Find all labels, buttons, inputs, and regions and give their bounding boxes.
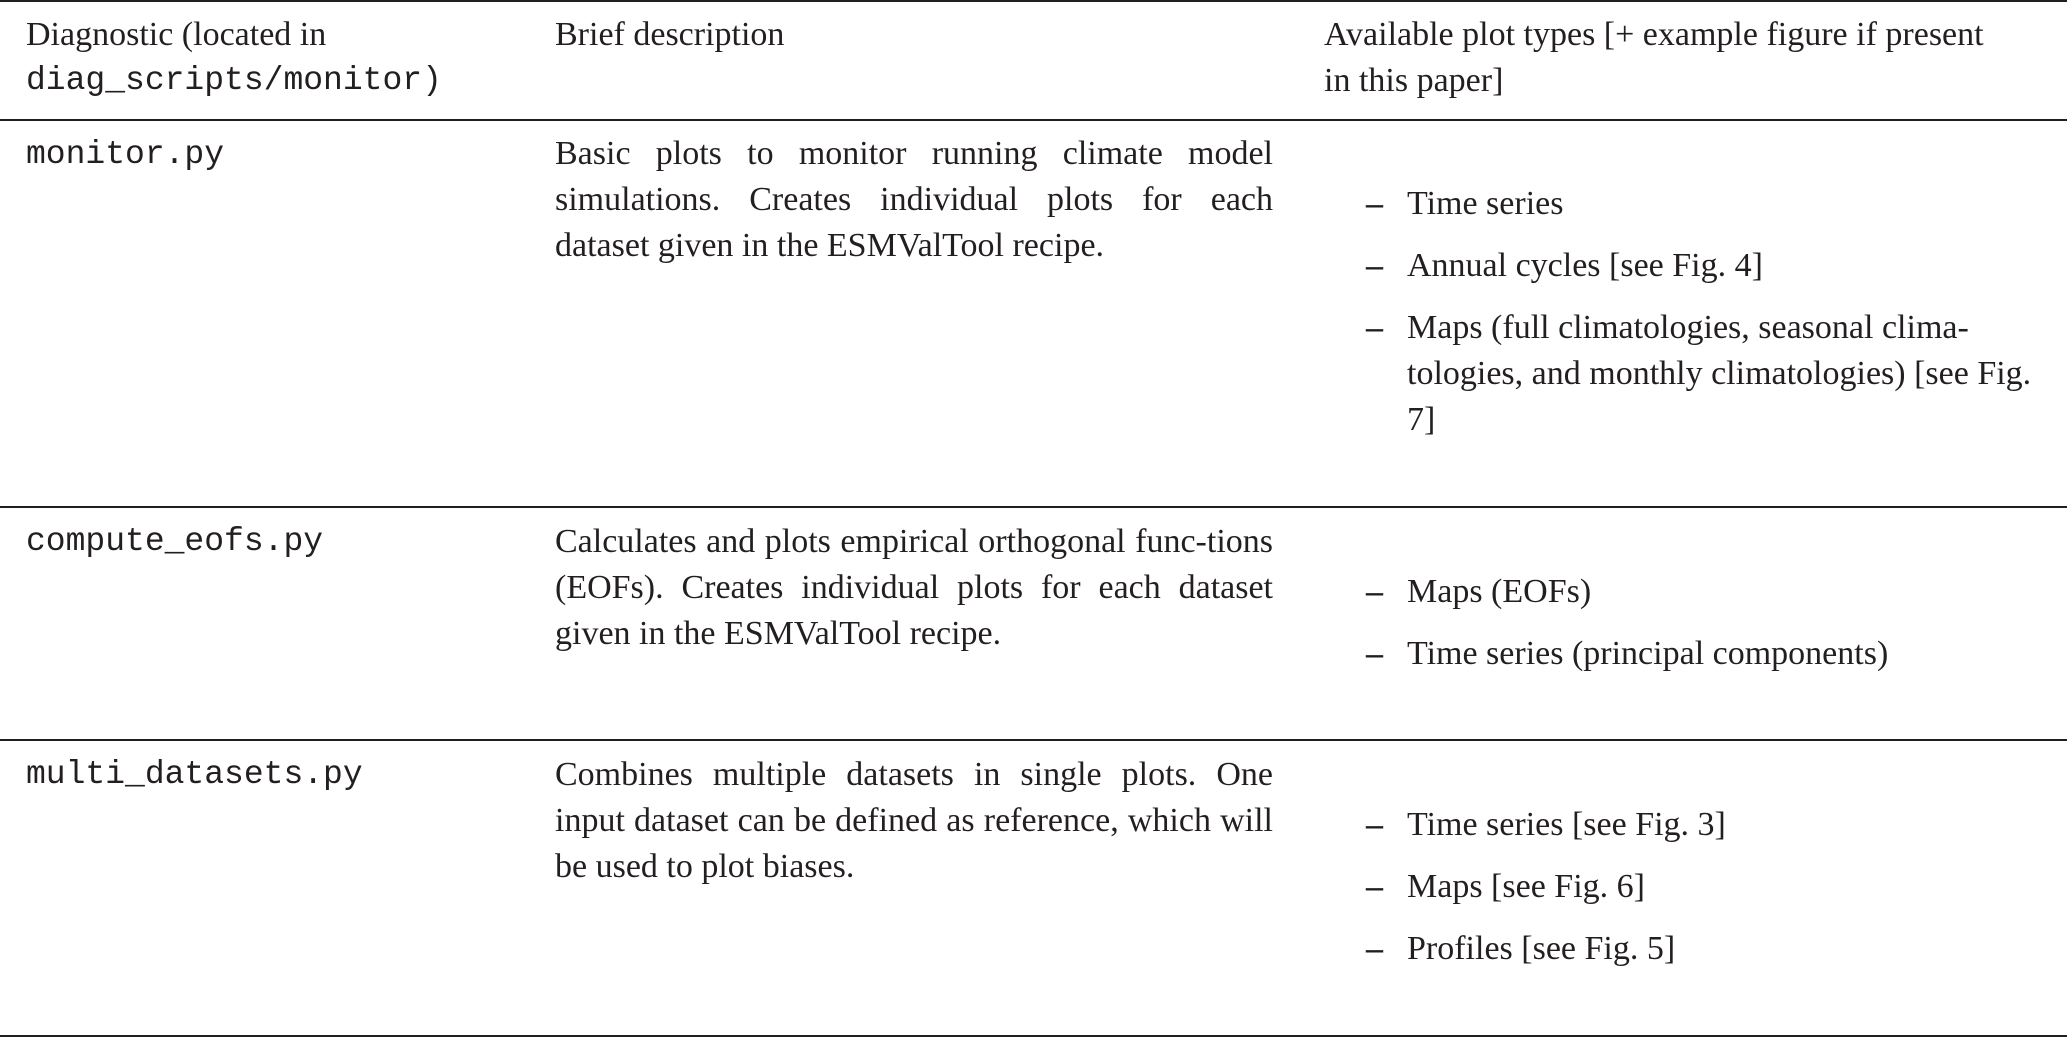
list-item: – Time series bbox=[1366, 181, 2042, 227]
list-item: – Maps (EOFs) bbox=[1366, 569, 2042, 615]
row-description: Combines multiple datasets in single plots. One input dataset can be defined as reference, which will be used to plot biases. bbox=[555, 756, 1273, 885]
list-item: – Time series [see Fig. 3] bbox=[1366, 802, 2042, 848]
header-bottom-rule bbox=[0, 119, 2067, 121]
table-top-rule bbox=[0, 0, 2067, 2]
header-description: Brief description bbox=[555, 16, 785, 53]
row-diagnostic: monitor.py bbox=[26, 136, 225, 173]
row-plot-types bbox=[1366, 569, 2042, 693]
header-diagnostic-label: Diagnostic (located in bbox=[26, 16, 327, 53]
row-plot-types bbox=[1366, 181, 2042, 459]
row-description: Calculates and plots empirical orthogonal func-tions (EOFs). Creates individual plots for each dataset given in the ESMValTool recipe. bbox=[555, 523, 1273, 652]
header-diagnostic-path: diag_scripts/monitor) bbox=[26, 62, 442, 99]
list-item: – Annual cycles [see Fig. 4] bbox=[1366, 243, 2042, 289]
list-item: – Maps (full climatologies, seasonal clima-tologies, and monthly climatologies) [see Fig. 7] bbox=[1366, 305, 2042, 443]
row-description: Basic plots to monitor running climate model simulations. Creates individual plots for each dataset given in the ESMValTool recipe. bbox=[555, 135, 1273, 264]
list-item: – Time series (principal components) bbox=[1366, 631, 2042, 677]
row-diagnostic: compute_eofs.py bbox=[26, 523, 324, 560]
header-diagnostic bbox=[26, 12, 526, 104]
row-diagnostic: multi_datasets.py bbox=[26, 756, 363, 793]
row-plot-types bbox=[1366, 802, 2042, 988]
row-separator bbox=[0, 506, 2067, 508]
list-item: – Maps [see Fig. 6] bbox=[1366, 864, 2042, 910]
row-separator bbox=[0, 739, 2067, 741]
header-plot-types: Available plot types [+ example figure if present in this paper] bbox=[1324, 16, 1984, 99]
list-item: – Profiles [see Fig. 5] bbox=[1366, 926, 2042, 972]
